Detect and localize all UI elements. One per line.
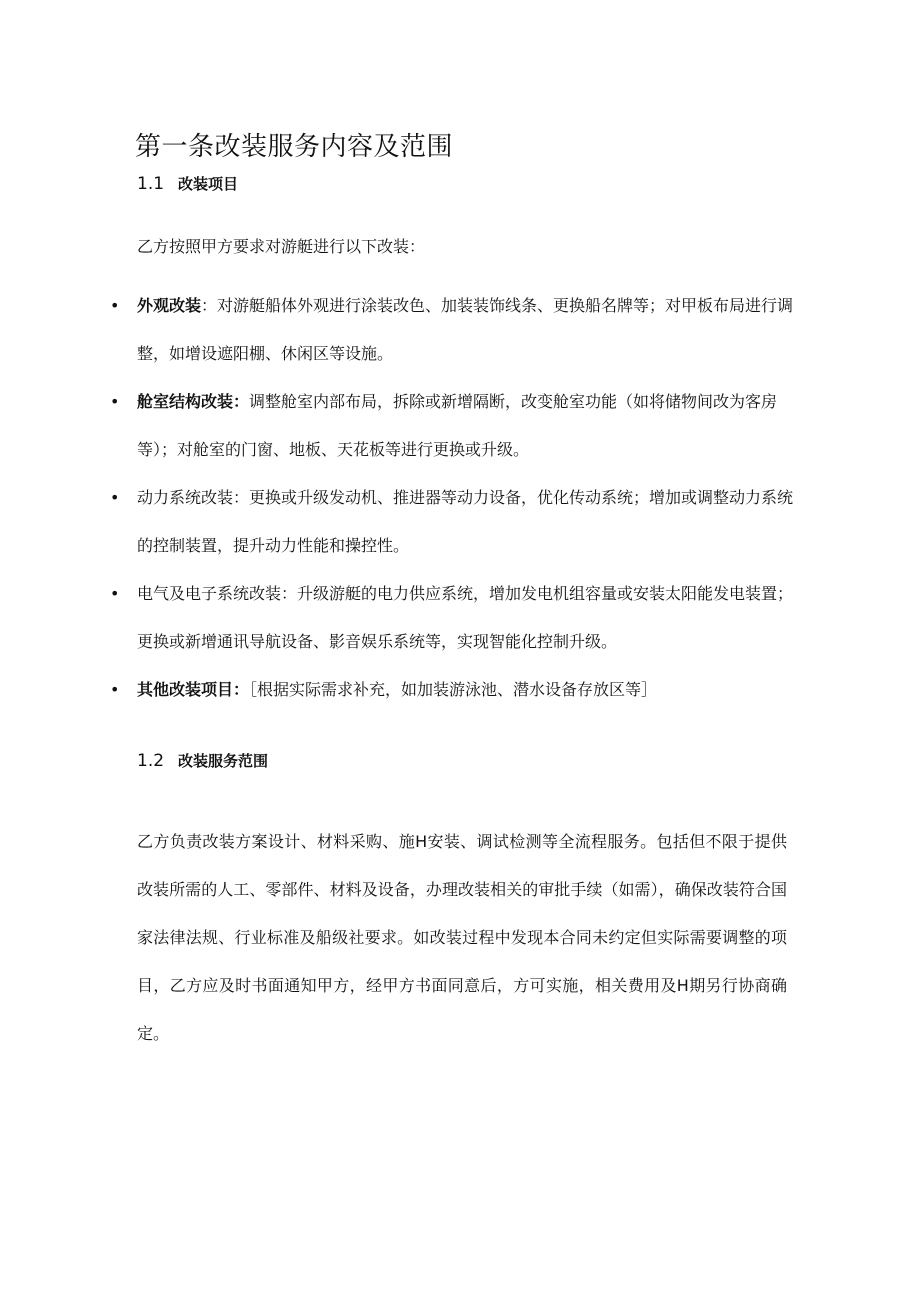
item-text: ：更换或升级发动机、推进器等动力设备，优化传动系统；增加或调整动力系统的控制装置，提升动力性能和操控性。	[137, 488, 794, 555]
item-text: 调整舱室内部布局，拆除或新增隔断，改变舱室功能（如将储物间改为客房等）；对舱室的门窗、地板、天花板等进行更换或升级。	[137, 392, 778, 459]
item-lead: 电气及电子系统改装	[137, 584, 282, 603]
item-text: ：升级游艇的电力供应系统，增加发电机组容量或安装太阳能发电装置；更换或新增通讯导航设备、影音娱乐系统等，实现智能化控制升级。	[137, 584, 794, 651]
section-heading-1-2	[137, 750, 268, 771]
chapter-title: 第一条改装服务内容及范围	[135, 132, 454, 162]
item-lead: 动力系统改装	[137, 488, 234, 507]
bullet-icon: •	[110, 296, 120, 315]
bullet-icon: •	[110, 392, 120, 411]
section-title: 改装项目	[178, 175, 239, 193]
section-heading-1-1	[137, 173, 238, 194]
list-item-exterior	[110, 282, 800, 378]
bullet-icon: •	[110, 680, 120, 699]
modification-items-list	[110, 282, 800, 714]
service-scope-paragraph: 乙方负责改装方案设计、材料采购、施H安装、调试检测等全流程服务。包括但不限于提供改装所需的人工、零部件、材料及设备，办理改装相关的审批手续（如需），确保改装符合国家法律法规、行业标准及船级社要求。如改装过程中发现本合同未约定但实际需要调整的项目，乙方应及时书面通知甲方，经甲方书面同意后，方可实施，相关费用及H期另行协商确定。	[137, 832, 787, 1043]
section-title: 改装服务范围	[178, 752, 269, 770]
bullet-icon: •	[110, 488, 120, 507]
item-text: ：对游艇船体外观进行涂装改色、加装装饰线条、更换船名牌等；对甲板布局进行调整，如增设遮阳棚、休闲区等设施。	[137, 296, 794, 363]
section-number: 1.1	[137, 174, 165, 194]
item-lead: 其他改装项目：	[137, 680, 250, 699]
list-item-other	[110, 666, 800, 714]
section-intro: 乙方按照甲方要求对游艇进行以下改装：	[137, 237, 426, 256]
bullet-icon: •	[110, 584, 120, 603]
list-item-cabin	[110, 378, 800, 474]
item-lead: 外观改装	[137, 296, 202, 315]
item-lead: 舱室结构改装：	[137, 392, 250, 411]
section-number: 1.2	[137, 751, 165, 771]
list-item-electrical	[110, 570, 800, 666]
list-item-power	[110, 474, 800, 570]
item-text: ［根据实际需求补充，如加装游泳池、潜水设备存放区等］	[249, 680, 658, 699]
